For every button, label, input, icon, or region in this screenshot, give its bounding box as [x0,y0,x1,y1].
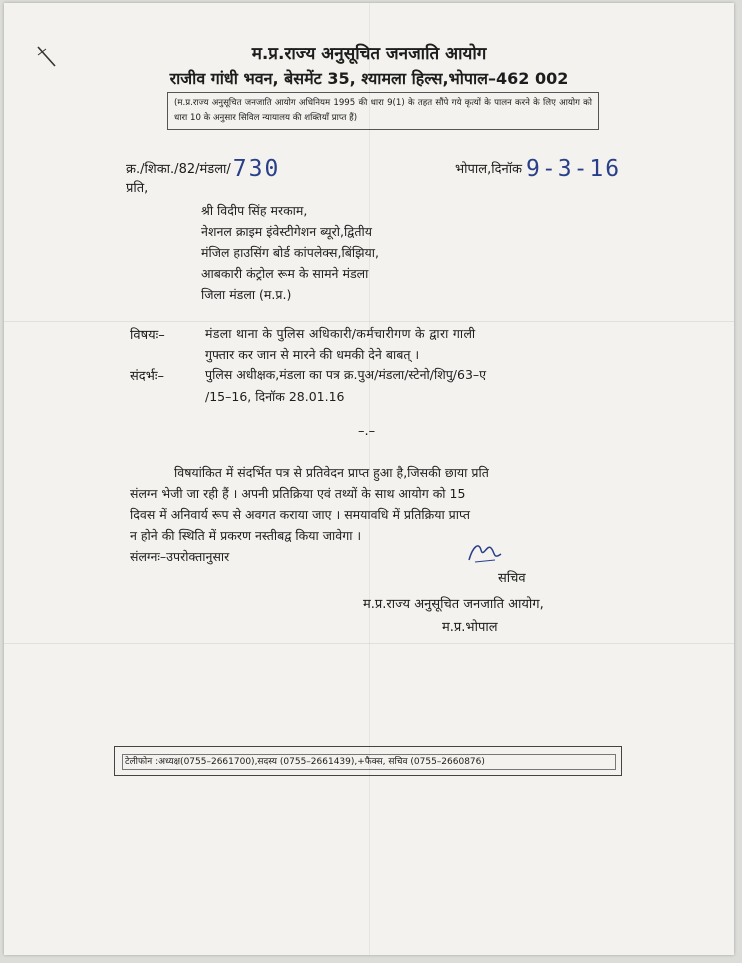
body-line: दिवस में अनिवार्य रूप से अवगत कराया जाए । समयावधि में प्रतिक्रिया प्राप्त [130,507,471,522]
recipient-line: मंजिल हाउसिंग बोर्ड कांपलेक्स,बिंझिया, [201,245,379,260]
date-value: 9-3-16 [526,156,622,182]
subject-label: विषयः– [130,328,165,343]
recipient-line: श्री विदीप सिंह मरकाम, [201,203,308,218]
body-line: विषयांकित में संदर्भित पत्र से प्रतिवेदन प्राप्त हुआ है,जिसकी छाया प्रति [174,465,489,480]
subject-line: मंडला थाना के पुलिस अधिकारी/कर्मचारीगण के द्वारा गाली [205,326,476,341]
context-line: पुलिस अधीक्षक,मंडला का पत्र क्र.पुअ/मंडला/स्टेनो/शिपु/63–ए [205,367,487,382]
statutory-note: (म.प्र.राज्य अनुसूचित जनजाति आयोग अधिनियम 1995 की धारा 9(1) के तहत सौंपे गये कृत्यों के पालन करने के लिए आयोग को धारा 10 के अनुसार सिविल न्यायालय की शक्तियाँ प्राप्त हैं) [167,92,599,130]
date-line [455,153,622,182]
reference-line [126,153,281,182]
reference-number: 730 [232,156,281,182]
signature-mark [465,540,505,566]
subject-line: गुफ्तार कर जान से मारने की धमकी देने बाबत् । [205,347,420,362]
footer-contacts: टेलीफोन :अध्यक्ष(0755–2661700),सदस्य (0755–2661439),+फैक्स, सचिव (0755–2660876) [122,754,616,770]
body-line: न होने की स्थिति में प्रकरण नस्तीबद्व किया जावेगा । [130,528,362,543]
date-label: भोपाल,दिनॉक [455,162,523,177]
context-line: /15–16, दिनॉक 28.01.16 [205,389,345,404]
recipient-line: आबकारी कंट्रोल रूम के सामने मंडला [201,266,369,281]
salutation: प्रति, [126,181,149,196]
recipient-line: जिला मंडला (म.प्र.) [201,287,292,302]
org-address: राजीव गांधी भवन, बेसमेंट 35, श्यामला हिल्स,भोपाल–462 002 [169,69,569,88]
signatory-title: सचिव [498,571,526,586]
letter-page [4,3,734,955]
context-label: संदर्भः– [130,369,164,384]
enclosure-note: संलग्नः–उपरोक्तानुसार [130,549,230,564]
body-line: संलग्न भेजी जा रही हैं । अपनी प्रतिक्रिया एवं तथ्यों के साथ आयोग को 15 [130,486,466,501]
recipient-line: नेशनल क्राइम इंवेस्टीगेशन ब्यूरो,द्वितीय [201,224,372,239]
reference-prefix: क्र./शिका./82/मंडला/ [126,162,231,177]
org-title: म.प्र.राज्य अनुसूचित जनजाति आयोग [251,44,487,64]
signatory-place: म.प्र.भोपाल [442,620,498,635]
signatory-org: म.प्र.राज्य अनुसूचित जनजाति आयोग, [363,597,544,612]
separator: –.– [358,424,376,439]
